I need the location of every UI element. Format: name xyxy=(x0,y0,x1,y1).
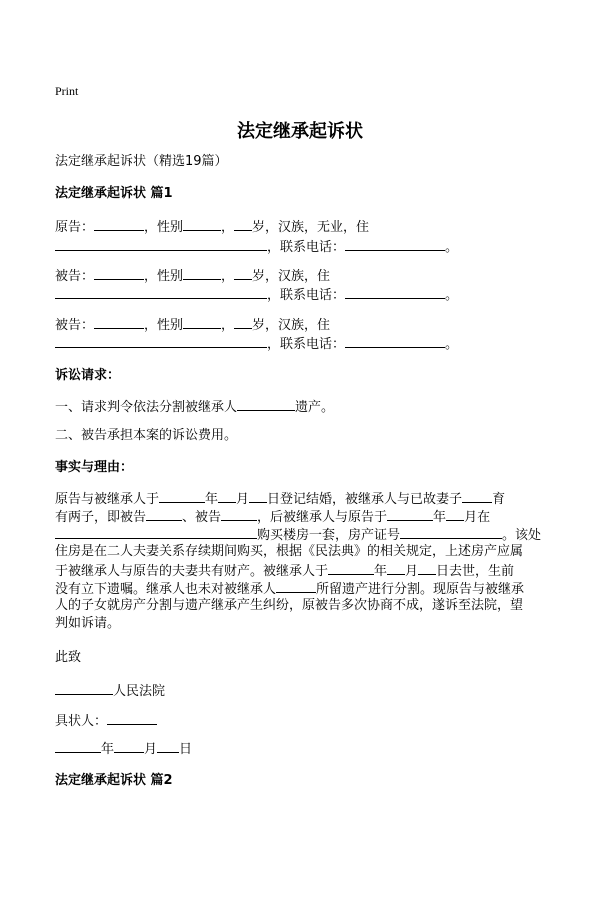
facts-text: 原告与被继承人于 xyxy=(55,492,160,507)
gender-label: ，性别 xyxy=(144,269,184,284)
phone-label: ，联系电话： xyxy=(267,337,346,352)
signer-line xyxy=(55,712,157,730)
year-blank xyxy=(387,508,433,521)
separator: ， xyxy=(221,220,235,235)
gender-label: ，性别 xyxy=(144,318,184,333)
period: 。 xyxy=(445,240,459,255)
defendant2-details: 岁，汉族，住 xyxy=(252,318,331,333)
year-blank xyxy=(55,740,101,753)
claims-heading: 诉讼请求： xyxy=(55,368,121,383)
plaintiff-line-2 xyxy=(55,238,458,256)
defendant1-address-blank xyxy=(55,286,267,299)
month-blank xyxy=(218,490,236,503)
facts-line-6 xyxy=(55,580,524,598)
decedent-blank xyxy=(237,398,295,411)
defendant2-line-2 xyxy=(55,335,458,353)
month-blank xyxy=(114,740,144,753)
day-label: 日 xyxy=(179,742,193,757)
defendant1-line-1 xyxy=(55,267,330,285)
facts-line-1 xyxy=(55,490,505,508)
facts-text: 、被告 xyxy=(182,510,222,525)
property-cert-blank xyxy=(400,526,502,539)
facts-text: ，后被继承人与原告于 xyxy=(257,510,388,525)
year-blank xyxy=(159,490,205,503)
facts-text: 育 xyxy=(492,492,506,507)
court-name-blank xyxy=(55,682,113,695)
facts-line-4: 住房是在二人夫妻关系存续期间购买，根据《民法典》的相关规定，上述房产应属 xyxy=(55,544,524,559)
section-heading-1: 法定继承起诉状 篇1 xyxy=(55,186,173,201)
claim-1-end: 遗产。 xyxy=(295,400,335,415)
year-label: 年 xyxy=(205,492,219,507)
claim-1 xyxy=(55,398,334,416)
closing-salutation: 此致 xyxy=(55,650,82,665)
date-line xyxy=(55,740,192,758)
day-blank xyxy=(157,740,179,753)
facts-text: 没有立下遗嘱。继承人也未对被继承人 xyxy=(55,582,277,597)
separator: ， xyxy=(221,318,235,333)
plaintiff-name-blank xyxy=(94,218,144,231)
defendant2-label: 被告： xyxy=(55,318,95,333)
defendant1-details: 岁，汉族，住 xyxy=(252,269,331,284)
gender-label: ，性别 xyxy=(144,220,184,235)
year-blank xyxy=(328,562,374,575)
plaintiff-gender-blank xyxy=(183,218,221,231)
signer-blank xyxy=(107,712,157,725)
son1-blank xyxy=(146,508,182,521)
month-blank xyxy=(387,562,405,575)
separator: ， xyxy=(221,269,235,284)
day-blank xyxy=(418,562,436,575)
plaintiff-line-1 xyxy=(55,218,369,236)
facts-heading: 事实与理由： xyxy=(55,460,134,475)
decedent-blank xyxy=(276,580,316,593)
defendant2-name-blank xyxy=(94,316,144,329)
facts-text: 有两子，即被告 xyxy=(55,510,147,525)
facts-text: 购买楼房一套，房产证号 xyxy=(257,528,401,543)
facts-text: 月在 xyxy=(464,510,491,525)
defendant1-phone-blank xyxy=(345,286,445,299)
plaintiff-details: 岁，汉族，无业，住 xyxy=(252,220,370,235)
month-label: 月 xyxy=(405,564,419,579)
plaintiff-phone-blank xyxy=(345,238,445,251)
wife-name-blank xyxy=(462,490,492,503)
phone-label: ，联系电话： xyxy=(267,288,346,303)
defendant1-name-blank xyxy=(94,267,144,280)
day-blank xyxy=(249,490,267,503)
facts-text: 所留遗产进行分割。现原告与被继承 xyxy=(316,582,525,597)
facts-text: 日登记结婚，被继承人与已故妻子 xyxy=(267,492,463,507)
facts-line-2 xyxy=(55,508,490,526)
facts-line-8: 判如诉请。 xyxy=(55,616,121,631)
facts-line-7: 人的子女就房产分割与遗产继承产生纠纷，原被告多次协商不成，遂诉至法院，望 xyxy=(55,598,524,613)
claim-2: 二、被告承担本案的诉讼费用。 xyxy=(55,428,238,443)
facts-text: 于被继承人与原告的夫妻共有财产。被继承人于 xyxy=(55,564,329,579)
plaintiff-label: 原告： xyxy=(55,220,95,235)
son2-blank xyxy=(221,508,257,521)
defendant2-gender-blank xyxy=(183,316,221,329)
page-title: 法定继承起诉状 xyxy=(237,121,363,142)
year-label: 年 xyxy=(374,564,388,579)
document-subtitle: 法定继承起诉状（精选19篇） xyxy=(55,154,228,169)
location-blank xyxy=(55,526,257,539)
year-label: 年 xyxy=(101,742,115,757)
month-label: 月 xyxy=(236,492,250,507)
defendant2-phone-blank xyxy=(345,335,445,348)
defendant1-gender-blank xyxy=(183,267,221,280)
court-line xyxy=(55,682,165,700)
facts-line-5 xyxy=(55,562,514,580)
print-label[interactable]: Print xyxy=(55,84,79,98)
claim-1-text: 一、请求判令依法分割被继承人 xyxy=(55,400,238,415)
defendant2-age-blank xyxy=(234,316,252,329)
section-heading-2: 法定继承起诉状 篇2 xyxy=(55,773,173,788)
plaintiff-age-blank xyxy=(234,218,252,231)
defendant2-address-blank xyxy=(55,335,267,348)
period: 。 xyxy=(445,337,459,352)
defendant1-line-2 xyxy=(55,286,458,304)
court-label: 人民法院 xyxy=(113,684,166,699)
defendant1-age-blank xyxy=(234,267,252,280)
facts-text: 日去世，生前 xyxy=(436,564,515,579)
signer-label: 具状人： xyxy=(55,714,108,729)
plaintiff-address-blank xyxy=(55,238,267,251)
facts-line-3 xyxy=(55,526,541,544)
month-label: 月 xyxy=(144,742,158,757)
defendant2-line-1 xyxy=(55,316,330,334)
month-blank xyxy=(446,508,464,521)
defendant1-label: 被告： xyxy=(55,269,95,284)
year-label: 年 xyxy=(433,510,447,525)
phone-label: ，联系电话： xyxy=(267,240,346,255)
facts-text: 。该处 xyxy=(502,528,542,543)
period: 。 xyxy=(445,288,459,303)
